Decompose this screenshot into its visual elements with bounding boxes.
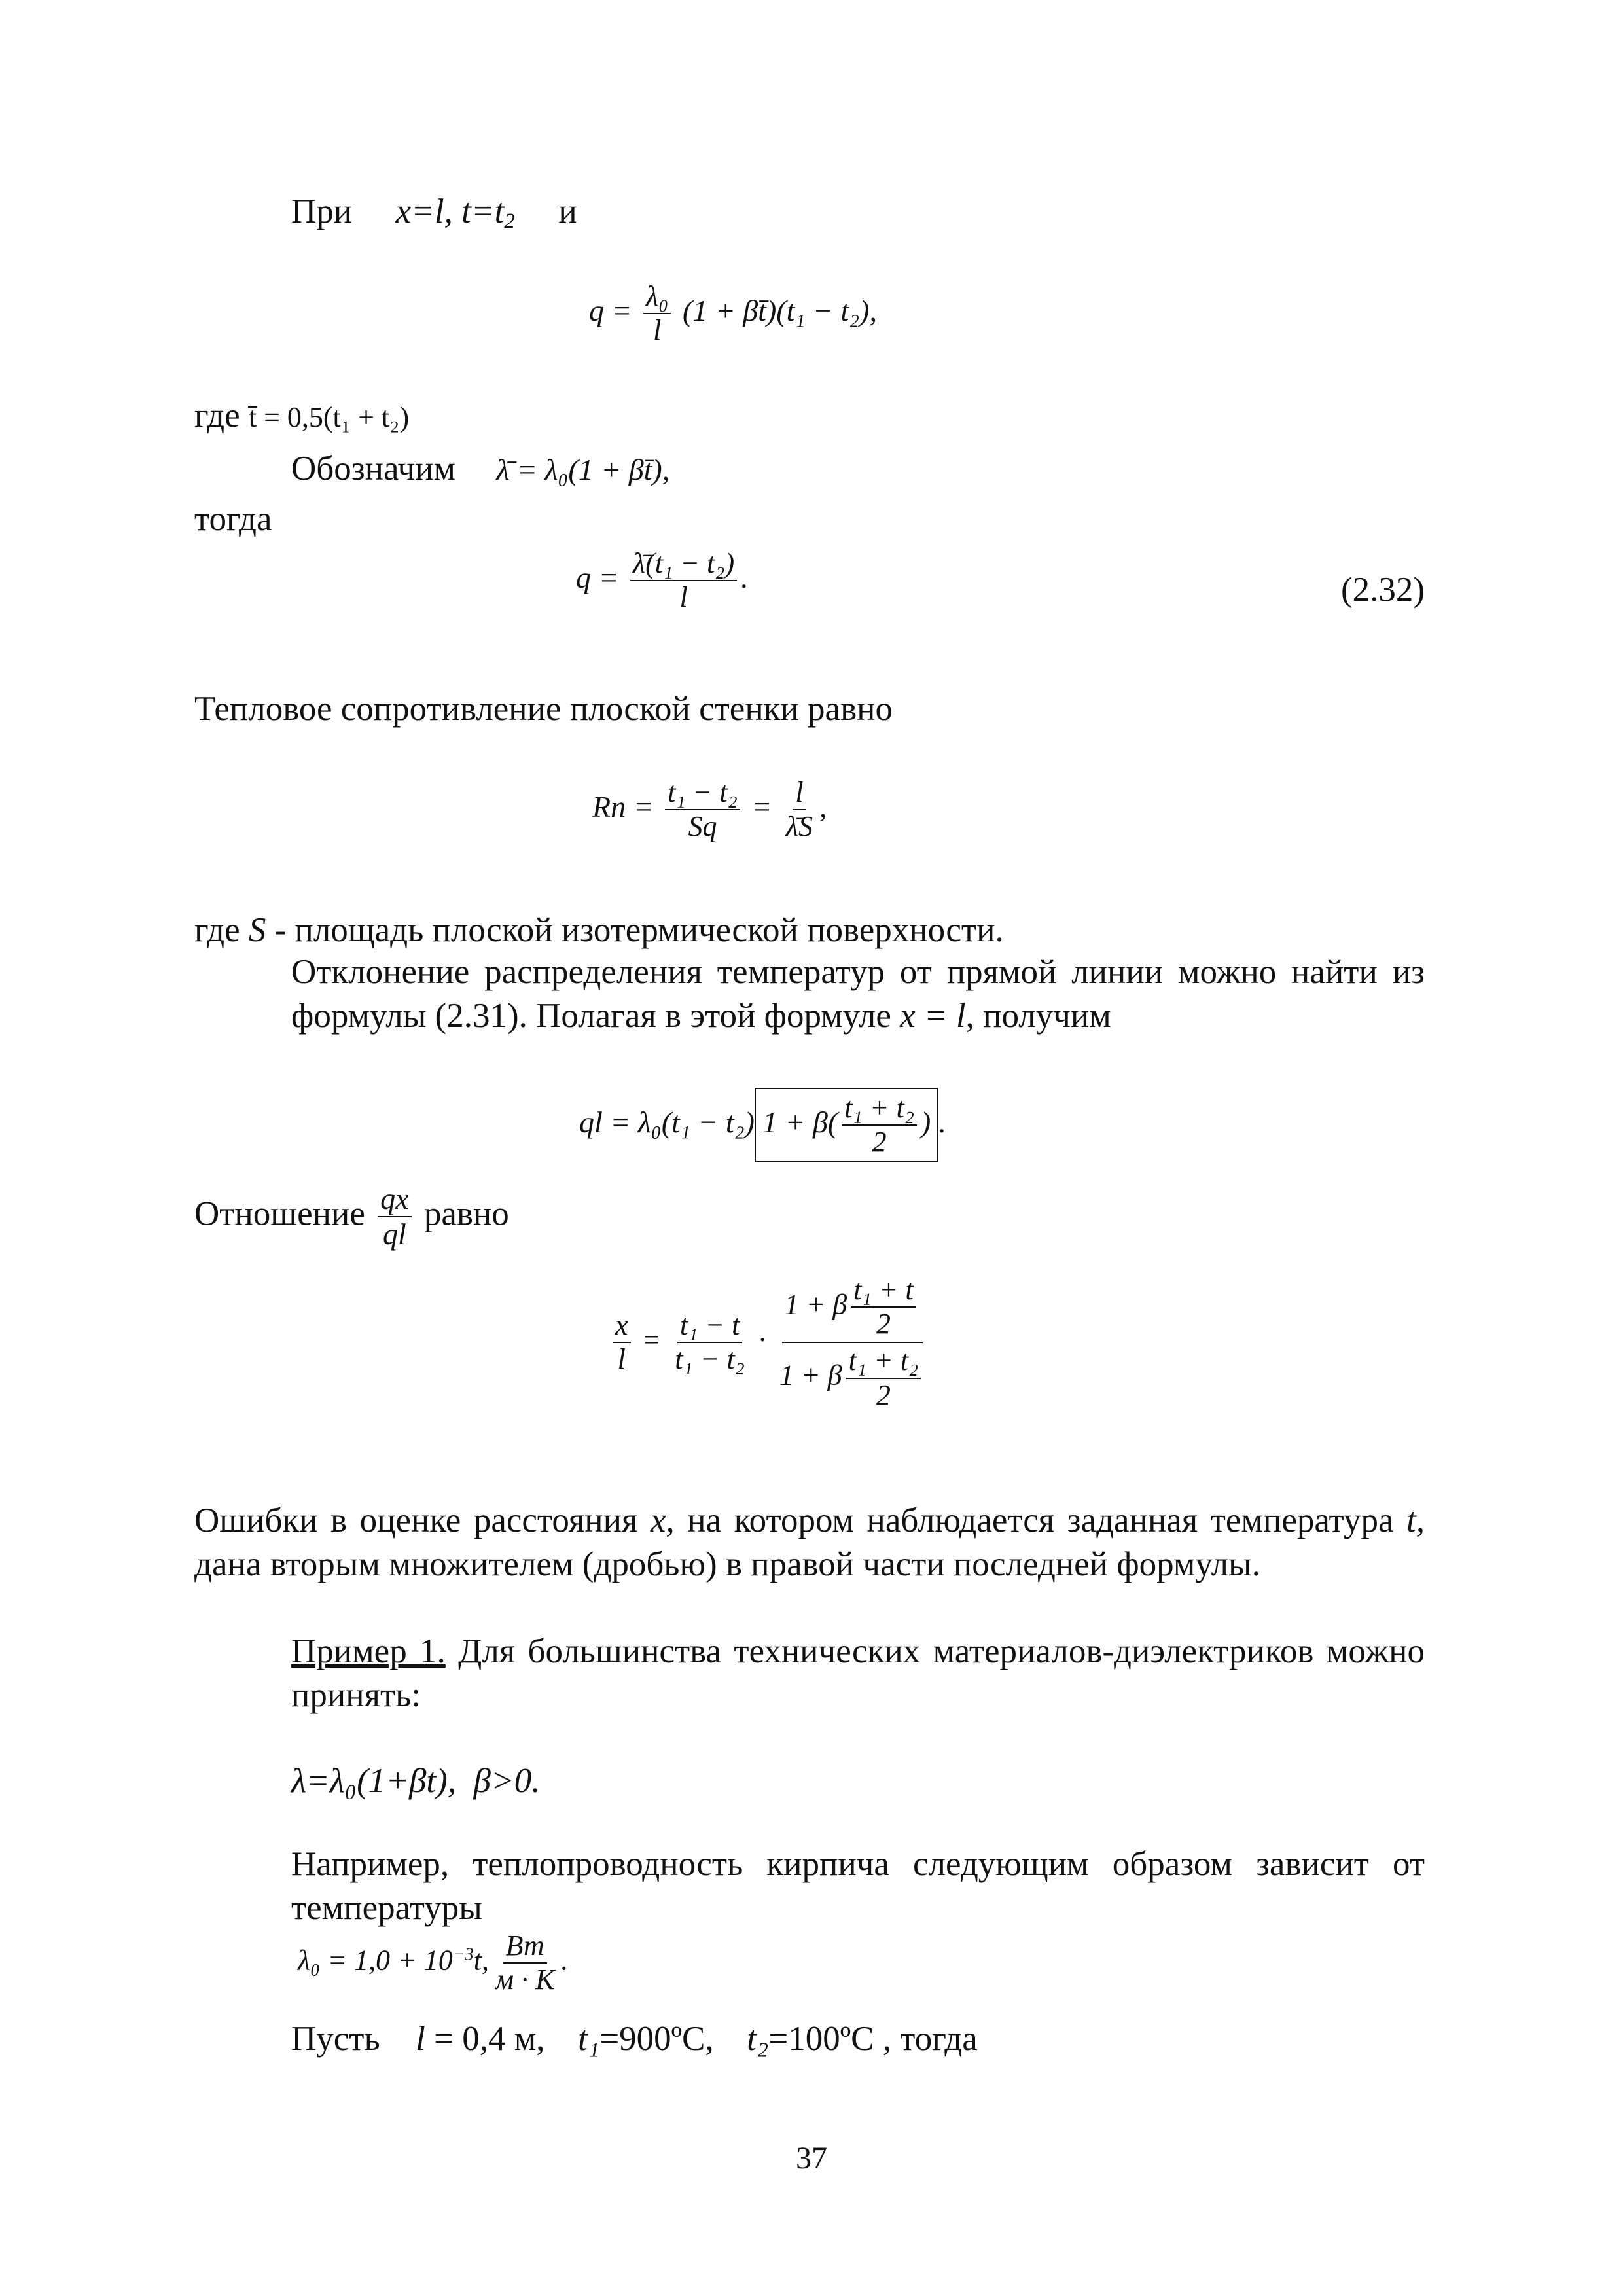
given-t2-symbol: t₂ <box>747 2020 769 2058</box>
eq-ql-bracket <box>755 1088 938 1162</box>
eq-brick-tail: . <box>561 1944 569 1977</box>
given-label: Пусть <box>291 2020 380 2058</box>
eq-brick-exponent: −3 <box>452 1944 474 1964</box>
paragraph-deviation <box>194 950 1425 1038</box>
condition-expr: x=l, t=t <box>395 192 505 230</box>
eq-232-denominator: l <box>679 581 688 614</box>
ratio-label: Отношение <box>194 1194 365 1233</box>
equation-2-32 <box>576 548 749 613</box>
condition-label: При <box>291 192 353 230</box>
area-symbol: S <box>248 911 266 949</box>
eq-232-tail: . <box>741 560 749 594</box>
errors-text-b: на котором наблюдается заданная температура <box>687 1501 1394 1539</box>
given-tail: , тогда <box>882 2020 978 2058</box>
condition-subscript: 2 <box>504 209 515 234</box>
eq-r-tail: , <box>819 789 827 823</box>
eq-q1-lhs: q = <box>589 293 632 327</box>
page-number: 37 <box>796 2141 827 2176</box>
example-text: Для большинства технических материалов-диэлектриков можно принять: <box>291 1632 1425 1714</box>
equation-lambda-brick <box>298 1931 568 1995</box>
given-l-value: = 0,4 м, <box>434 2020 545 2058</box>
condition-and: и <box>558 192 577 230</box>
eq-r-numerator-2: l <box>793 778 806 810</box>
where-label: где <box>194 397 240 435</box>
area-where: где <box>194 911 240 949</box>
eq-x-num-inner-numerator: t₁ + t <box>851 1275 916 1308</box>
eq-r-lhs: Rп = <box>592 789 654 823</box>
errors-text-a: Ошибки в оценке расстояния <box>194 1501 638 1539</box>
denote-label: Обозначим <box>291 450 455 488</box>
deviation-expr: x = l <box>900 997 966 1035</box>
eq-ql-numerator: t₁ + t₂ <box>842 1093 917 1126</box>
paragraph-area-definition <box>194 908 1004 952</box>
eq-x-den-inner-numerator: t₁ + t₂ <box>846 1346 921 1378</box>
eq-ql-tail: . <box>938 1105 946 1139</box>
given-t1-value: =900ºС, <box>599 2020 714 2058</box>
eq-x-den-inner-denominator: 2 <box>876 1378 891 1411</box>
eq-x-first-denominator: t₁ − t₂ <box>675 1343 745 1376</box>
eq-q1-denominator: l <box>653 314 662 347</box>
eq-x-lhs-denominator: l <box>617 1343 626 1376</box>
eq-ql-lhs: ql = λ₀(t₁ − t₂) <box>579 1105 755 1139</box>
ratio-denominator: ql <box>382 1217 406 1251</box>
then-word-1: тогда <box>194 500 272 538</box>
eq-q1-rest: (1 + βt̄)(t₁ − t₂), <box>682 293 877 327</box>
example-title: Пример 1. <box>291 1632 446 1670</box>
eq-brick-unit-numerator: Вт <box>503 1931 547 1964</box>
ratio-equals-word: равно <box>423 1194 509 1233</box>
area-text: - площадь плоской изотермической поверхности. <box>274 911 1004 949</box>
paragraph-resistance: Тепловое сопротивление плоской стенки равно <box>194 690 893 728</box>
eq-232-lhs: q = <box>576 560 619 594</box>
eq-ql-inner-b: ) <box>920 1105 931 1139</box>
lambda-bar-definition: λ̄ = λ₀(1 + βt̄), <box>496 453 670 486</box>
eq-232-numerator: λ̄(t₁ − t₂) <box>630 548 737 581</box>
given-values-line <box>291 2017 978 2060</box>
paragraph-brick: Например, теплопроводность кирпича следующим образом зависит от температуры <box>291 1845 1425 1927</box>
eq-x-den-prefix: 1 + β <box>779 1359 842 1391</box>
tbar-definition: t̄ = 0,5(t₁ + t₂) <box>248 401 410 433</box>
eq-r-denominator-1: Sq <box>688 810 717 843</box>
paragraph-errors <box>194 1499 1425 1587</box>
errors-x: x, <box>650 1501 675 1539</box>
equation-q-initial <box>589 281 877 346</box>
eq-brick-unit-denominator: м · К <box>495 1964 555 1996</box>
given-t1-symbol: t₁ <box>578 2020 600 2058</box>
eq-x-second-fraction <box>777 1275 927 1410</box>
eq-brick-t: t, <box>473 1944 490 1977</box>
eq-x-equals: = <box>641 1323 662 1356</box>
eq-r-equals: = <box>751 789 772 823</box>
eq-x-num-inner-denominator: 2 <box>876 1308 891 1340</box>
eq-ql-inner-a: 1 + β( <box>762 1105 838 1139</box>
eq-x-first-numerator: t₁ − t <box>677 1310 742 1343</box>
eq-q1-numerator: λ₀ <box>643 281 671 314</box>
ratio-line <box>194 1183 509 1251</box>
equation-lambda-linear: λ=λ₀(1+βt), β>0. <box>291 1762 541 1800</box>
where-tbar-line <box>194 394 409 437</box>
eq-x-dot: · <box>758 1323 766 1356</box>
eq-ql-denominator: 2 <box>872 1126 887 1158</box>
deviation-tail: , получим <box>965 997 1111 1035</box>
condition-line <box>291 190 577 235</box>
eq-brick-lhs: λ₀ = 1,0 + 10 <box>298 1944 453 1977</box>
given-t2-value: =100ºС <box>768 2020 874 2058</box>
deviation-text: Отклонение распределения температур от прямой линии можно найти из формулы (2.31). Полагая в этой формуле <box>291 953 1425 1035</box>
equation-x-over-l <box>609 1275 931 1410</box>
equation-resistance <box>592 778 827 842</box>
paragraph-example <box>194 1630 1425 1717</box>
ratio-numerator: qx <box>378 1183 411 1217</box>
equation-ql <box>579 1088 946 1162</box>
equation-number-2-32: (2.32) <box>1340 571 1425 609</box>
eq-r-numerator-1: t₁ − t₂ <box>665 778 740 810</box>
given-l-symbol: l <box>416 2020 425 2058</box>
denote-line <box>291 447 669 490</box>
eq-x-num-prefix: 1 + β <box>784 1288 847 1321</box>
errors-text-c: дана вторым множителем (дробью) в правой части последней формулы. <box>194 1545 1260 1583</box>
eq-r-denominator-2: λ̄S <box>785 810 813 843</box>
eq-x-lhs-numerator: x <box>613 1310 631 1343</box>
errors-t: t, <box>1406 1501 1425 1539</box>
